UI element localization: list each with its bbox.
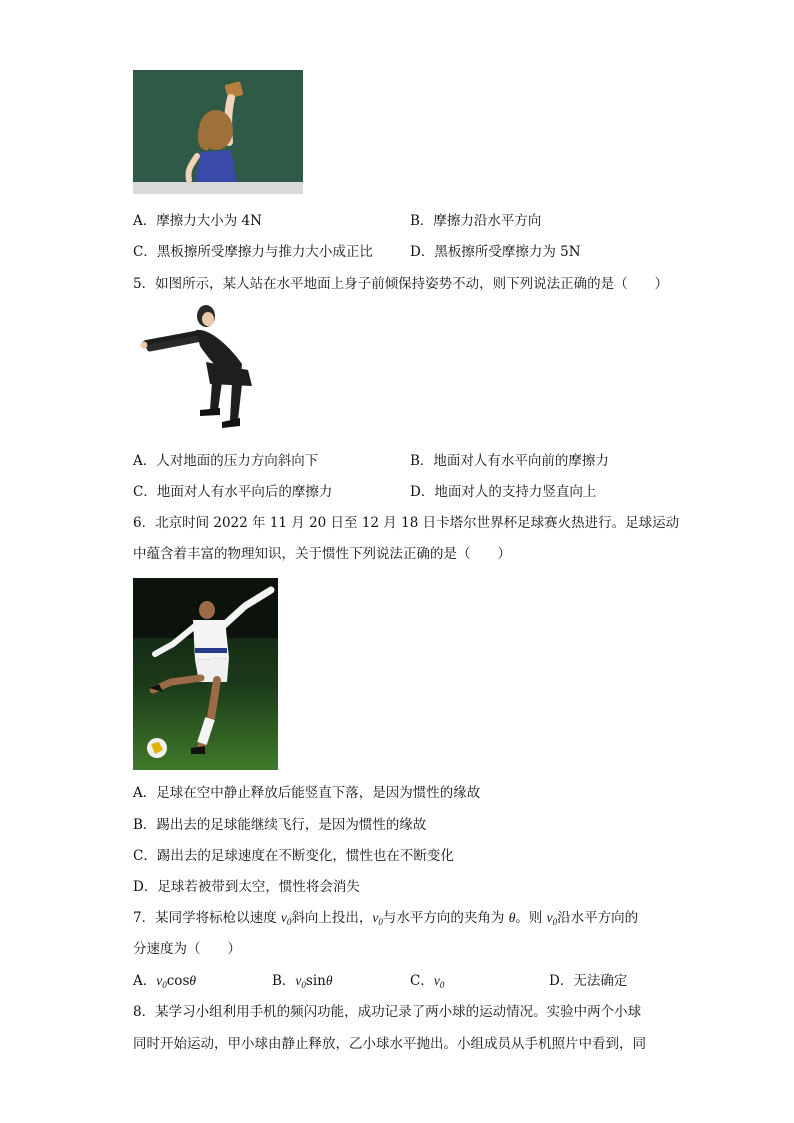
q7-text-b: 斜向上投出， — [291, 910, 373, 926]
figure-football-player — [133, 578, 278, 770]
q6-option-d: D．足球若被带到太空，惯性将会消失 — [133, 879, 360, 895]
q5-option-b: B．地面对人有水平向前的摩擦力 — [410, 453, 609, 469]
q4-option-c: C．黑板擦所受摩擦力与推力大小成正比 — [133, 244, 373, 260]
q7-text-d: 。则 — [515, 910, 547, 926]
q7-option-b: B．$v_0\sin\theta$ — [272, 973, 333, 990]
q6-stem-line1: 6．北京时间 2022 年 11 月 20 日至 12 月 18 日卡塔尔世界杯足球赛火热进行。足球运动 — [133, 515, 680, 531]
q7-v0-2: $v_0$ — [372, 910, 383, 927]
q5-option-a: A．人对地面的压力方向斜向下 — [133, 453, 319, 469]
q7-stem-line1 — [133, 909, 638, 931]
q7-stem-line2: 分速度为（ ） — [133, 941, 241, 957]
q8-stem-line1: 8．某学习小组利用手机的频闪功能，成功记录了两小球的运动情况。实验中两个小球 — [133, 1004, 642, 1020]
q7-text-e: 沿水平方向的 — [557, 910, 639, 926]
q4-option-b: B．摩擦力沿水平方向 — [410, 213, 542, 229]
q7-v0: $v_0$ — [280, 910, 292, 927]
q6-option-a: A．足球在空中静止释放后能竖直下落，是因为惯性的缘故 — [133, 785, 481, 801]
q5-stem: 5．如图所示，某人站在水平地面上身子前倾保持姿势不动，则下列说法正确的是（ ） — [133, 276, 669, 292]
q6-option-c: C．踢出去的足球速度在不断变化，惯性也在不断变化 — [133, 848, 454, 864]
q7-text-c: 与水平方向的夹角为 — [382, 910, 509, 926]
q7-option-c: C．$v_0$ — [410, 973, 445, 990]
q8-stem-line2: 同时开始运动，甲小球由静止释放，乙小球水平抛出。小组成员从手机照片中看到，同 — [133, 1036, 646, 1052]
q7-theta: θ — [508, 910, 516, 925]
q4-option-d: D．黑板擦所受摩擦力为 5N — [410, 244, 581, 260]
q7-option-d: D．无法确定 — [549, 973, 628, 989]
figure-squatting-person — [140, 302, 264, 442]
q4-option-a: A．摩擦力大小为 4N — [133, 213, 262, 229]
q6-option-b: B．踢出去的足球能继续飞行，是因为惯性的缘故 — [133, 817, 427, 833]
q5-option-d: D．地面对人的支持力竖直向上 — [410, 484, 597, 500]
q6-stem-line2: 中蕴含着丰富的物理知识，关于惯性下列说法正确的是（ ） — [133, 546, 511, 562]
figure-blackboard — [133, 70, 303, 194]
q7-text-a: 7．某同学将标枪以速度 — [133, 910, 281, 926]
q7-v0-3: $v_0$ — [546, 910, 558, 927]
q5-option-c: C．地面对人有水平向后的摩擦力 — [133, 484, 333, 500]
q7-option-a: A．$v_0\cos\theta$ — [133, 973, 197, 990]
